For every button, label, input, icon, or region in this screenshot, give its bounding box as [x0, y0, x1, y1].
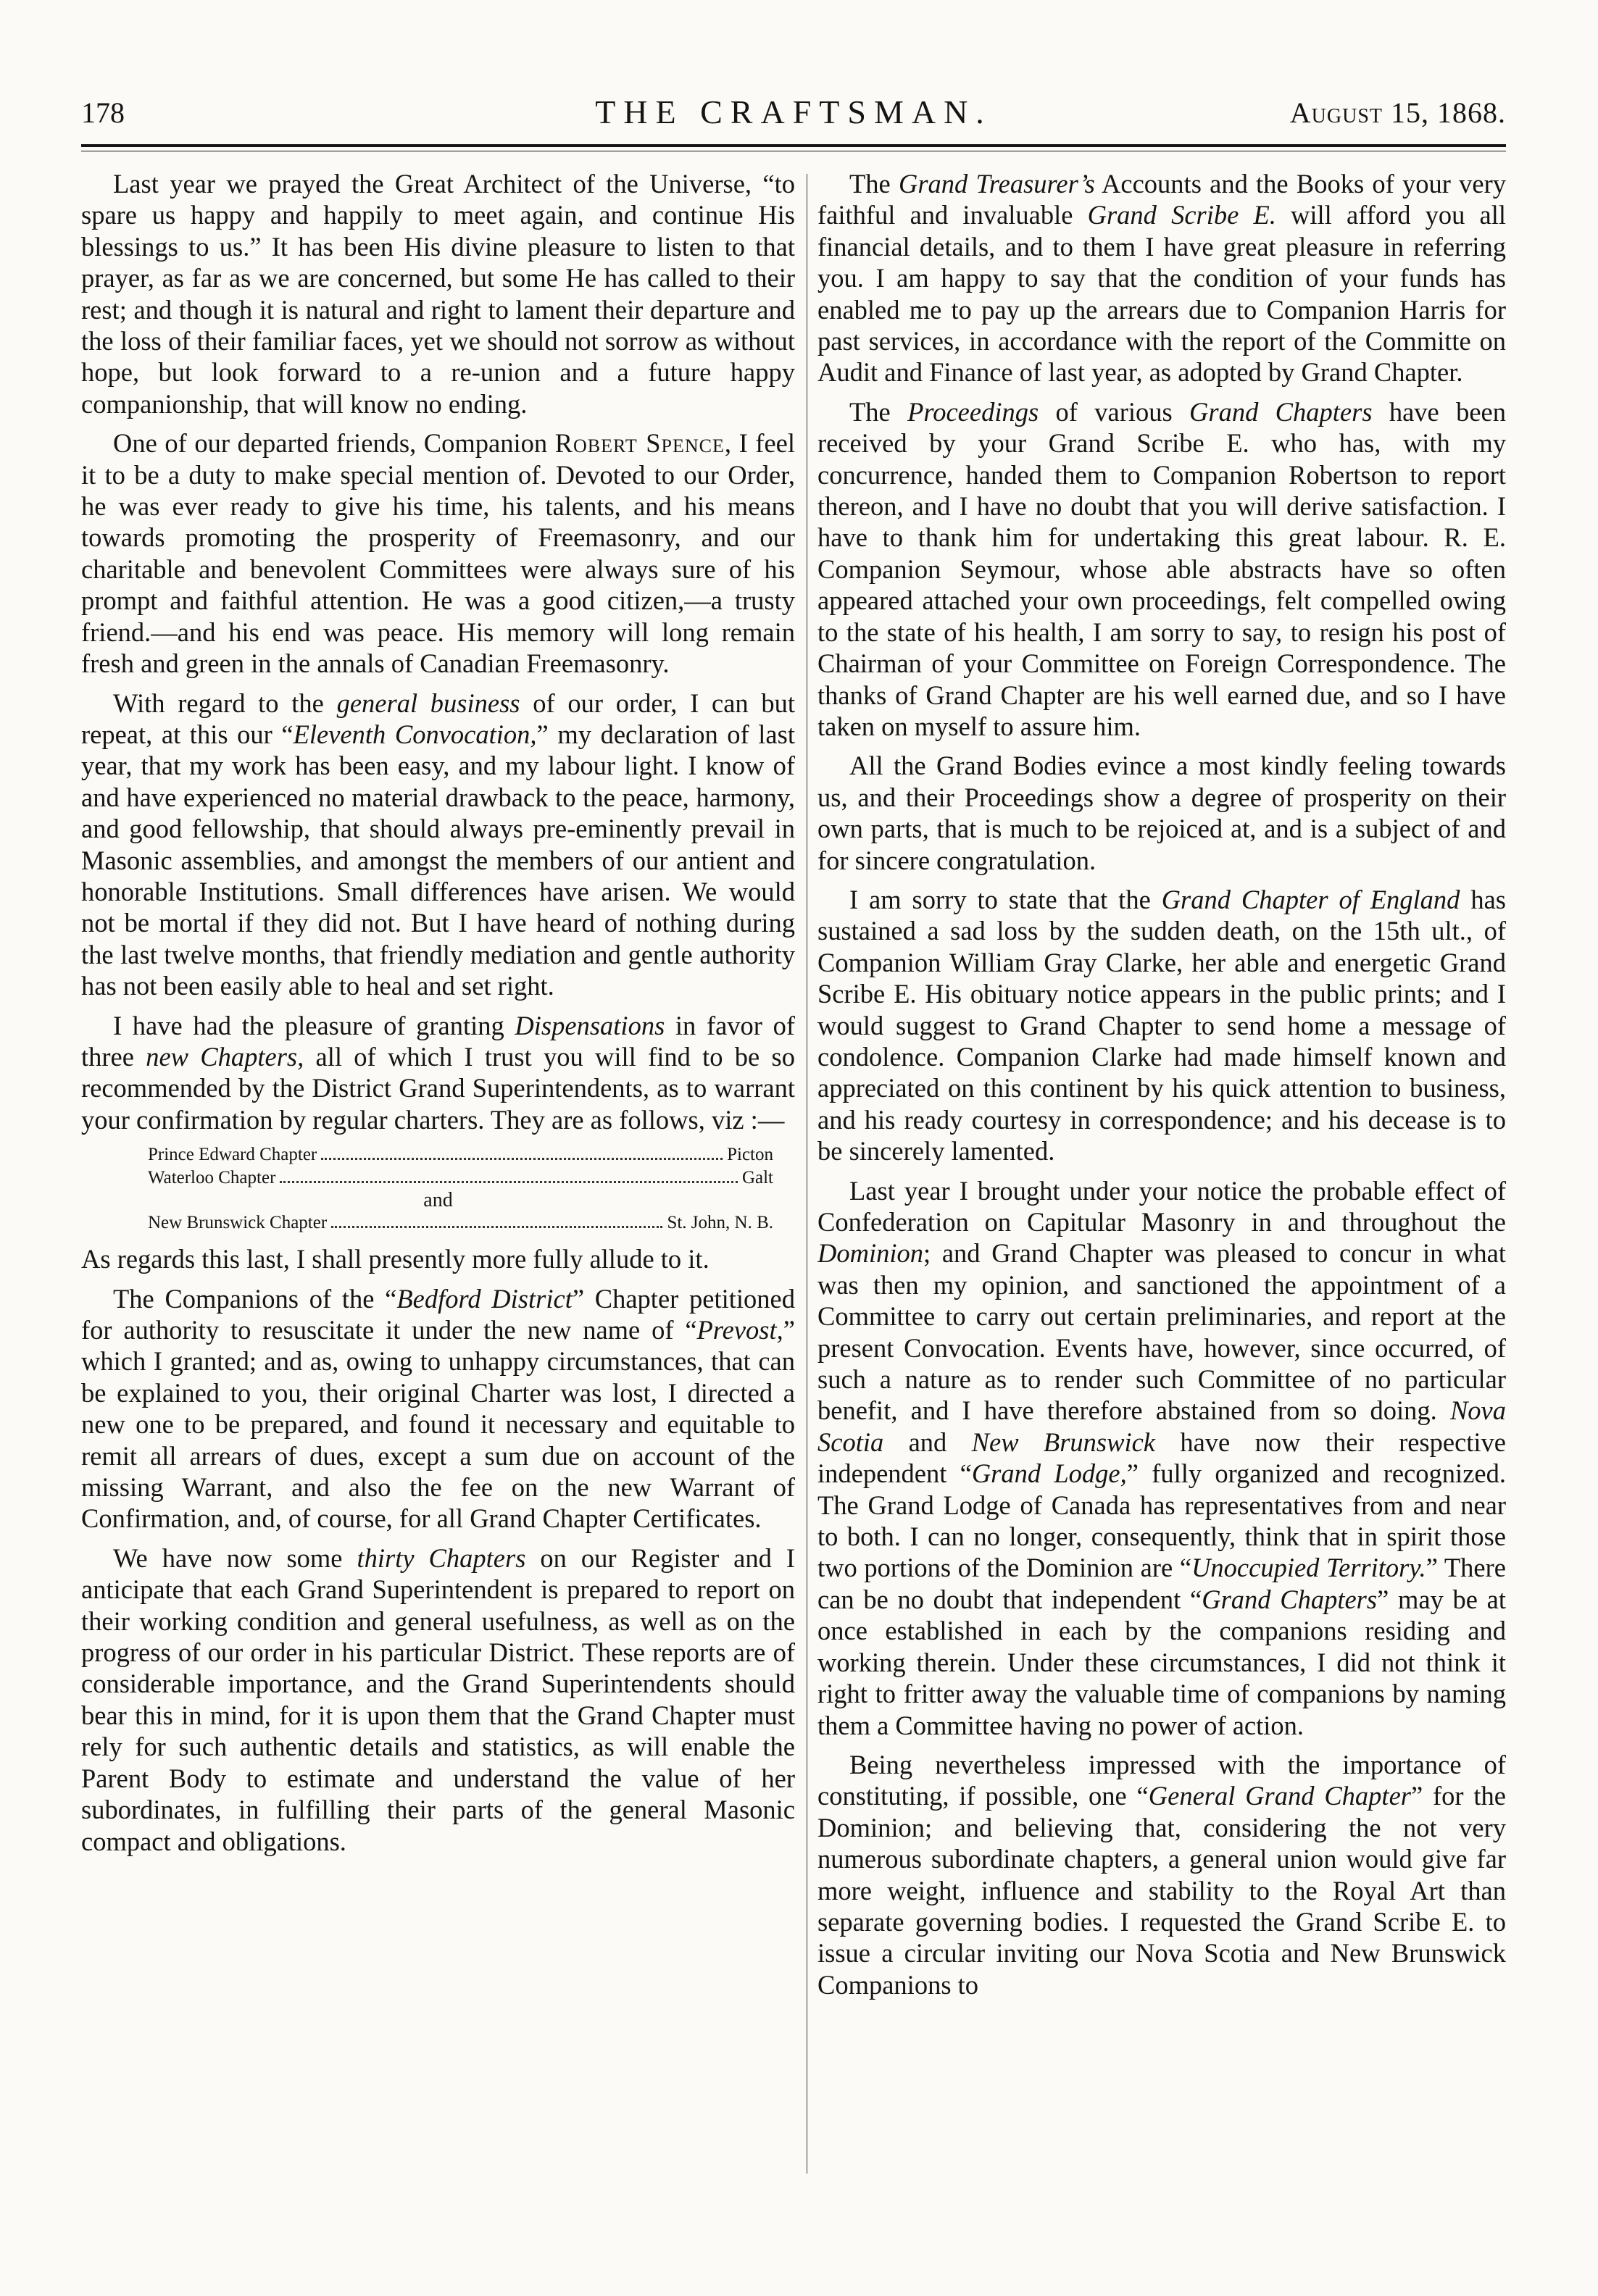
paragraph-as-regards: As regards this last, I shall presently more fully allude to it.: [81, 1244, 709, 1274]
paragraph-bedford-district: The Companions of the “Bedford District” Chapter petitioned for authority to resuscitate it under the new name of “Prevost,” which I granted; and as, owing to unhappy circumstances, that can be explained to you, their original Charter was lost, I directed a new one to be prepared, and found it necessary and equitable to remit all arrears of dues, except a sum due on account of the missing Warrant, and also the fee on the new Warrant of Confirmation, and, of course, for all Grand Chapter Certificates.: [81, 1283, 795, 1534]
right-column: [817, 168, 1506, 2182]
list-item: Prince Edward Chapter Picton: [148, 1145, 773, 1165]
paragraph-grand-bodies: All the Grand Bodies evince a most kindly feeling towards us, and their Proceedings show a degree of prosperity on their own parts, that is much to be rejoiced at, and is a subject of and for sincere congratulation.: [817, 751, 1506, 875]
paragraph-proceedings: The Proceedings of various Grand Chapters have been received by your Grand Scribe E. who has, with my concurrence, handed them to Companion Robertson to report thereon, and I have no doubt that you will derive satisfaction. I have to thank him for undertaking this great labour. R. E. Companion Seymour, whose able abstracts have so often appeared attached your own proceedings, felt compelled owing to the state of his health, I am sorry to say, to resign his post of Chairman of your Committee on Foreign Correspondence. The thanks of Grand Chapter are his well earned due, and so I have taken on myself to assure him.: [817, 396, 1506, 741]
paragraph-robert-spence: One of our departed friends, Companion Robert Spence, I feel it to be a duty to make special mention of. Devoted to our Order, he was ever ready to give his time, his talents, and his means towards promoting the prosperity of Freemasonry, and our charitable and benevolent Committees were always sure of his prompt and faithful attention. He was a good citizen,—a trusty friend.—and his end was peace. His memory will long remain fresh and green in the annals of Canadian Freemasonry.: [81, 428, 795, 679]
header-rule-thick: [81, 144, 1506, 147]
list-item: Waterloo Chapter Galt: [148, 1168, 773, 1188]
paragraph-grand-chapter-england: I am sorry to state that the Grand Chapter of England has sustained a sad loss by the sudden death, on the 15th ult., of Companion William Gray Clarke, her able and energetic Grand Scribe E. His obituary notice appears in the public prints; and I would suggest to Grand Chapter to send home a message of condolence. Companion Clarke had made himself known and appreciated on this continent by his quick attention to business, and his ready courtesy in correspondence; and his decease is to be sincerely lamented.: [817, 884, 1506, 1166]
name-robert-spence: Robert Spence: [554, 428, 725, 459]
chapter-list: [81, 1143, 795, 1235]
paragraph-treasurer-accounts: The Grand Treasurer’s Accounts and the Books of your very faithful and invaluable Grand Scribe E. will afford you all financial details, and to them I have great pleasure in referring you. I am happy to say that the condition of your funds has enabled me to pay up the arrears due to Companion Harris for past services, in accordance with the report of the Committe on Audit and Finance of last year, as adopted by Grand Chapter.: [817, 169, 1506, 388]
paragraph-general-grand-chapter: Being nevertheless impressed with the importance of constituting, if possible, one “General Grand Chapter” for the Dominion; and believing that, considering the not very numerous subordinate chapters, a general union would give far more weight, influence and stability to the Royal Art than separate governing bodies. I requested the Grand Scribe E. to issue a circular inviting our Nova Scotia and New Brunswick Companions to: [817, 1749, 1506, 2000]
left-column: [81, 168, 795, 2182]
list-conjunction: and: [423, 1189, 453, 1212]
page-number: 178: [81, 96, 125, 129]
list-item: New Brunswick Chapter St. John, N. B.: [148, 1213, 773, 1233]
paragraph-dispensations: I have had the pleasure of granting Dispensations in favor of three new Chapters, all of which I trust you will find to be so recommended by the District Grand Superintendents, as to warrant your confirmation by regular charters. They are as follows, viz :—: [81, 1010, 795, 1135]
paragraph-general-business: With regard to the general business of our order, I can but repeat, at this our “Eleventh Convocation,” my declaration of last year, that my work has been easy, and my labour light. I know of and have experienced no material drawback to the peace, harmony, and good fellowship, that should always pre-eminently prevail in Masonic assemblies, and amongst the members of our antient and honorable Institutions. Small differences have arisen. We would not be mortal if they did not. But I have heard of nothing during the last twelve months, that friendly mediation and gentle authority has not been easily able to heal and set right.: [81, 688, 795, 1001]
paragraph-last-year: Last year we prayed the Great Architect of the Universe, “to spare us happy and happily to meet again, and continue His blessings to us.” It has been His divine pleasure to listen to that prayer, as far as we are concerned, but some He has called to their rest; and though it is natural and right to lament their departure and the loss of their familiar faces, yet we should not sorrow as without hope, but look forward to a re-union and a future happy companionship, that will know no ending.: [81, 169, 795, 419]
paragraph-confederation: Last year I brought under your notice the probable effect of Confederation on Capitular Masonry in and throughout the Dominion; and Grand Chapter was pleased to concur in what was then my opinion, and sanctioned the appointment of a Committee to carry out certain preliminaries, and report at the present Convocation. Events have, however, since occurred, of such a nature as to render such Committee of no particular benefit, and I have therefore abstained from so doing. Nova Scotia and New Brunswick have now their respective independent “Grand Lodge,” fully organized and recognized. The Grand Lodge of Canada has representatives from and near to both. I can no longer, consequently, think that in spirit those two portions of the Dominion are “Unoccupied Territory.” There can be no doubt that independent “Grand Chapters” may be at once established in each by the companions residing and working therein. Under these circumstances, I did not think it right to fritter away the valuable time of companions by naming them a Committee having no power of action.: [817, 1175, 1506, 1740]
masthead-title: THE CRAFTSMAN.: [595, 93, 992, 130]
page-header: [81, 85, 1506, 132]
paragraph-thirty-chapters: We have now some thirty Chapters on our Register and I anticipate that each Grand Superintendent is prepared to report on their working condition and general usefulness, as well as on the progress of our order in his particular District. These reports are of considerable importance, and the Grand Superintendents should bear this in mind, for it is upon them that the Grand Chapter must rely for such authentic details and statistics, as will enable the Parent Body to estimate and understand the value of her subordinates, in fulfilling their parts of the general Masonic compact and obligations.: [81, 1543, 795, 1856]
issue-date: August 15, 1868.: [1289, 96, 1506, 129]
